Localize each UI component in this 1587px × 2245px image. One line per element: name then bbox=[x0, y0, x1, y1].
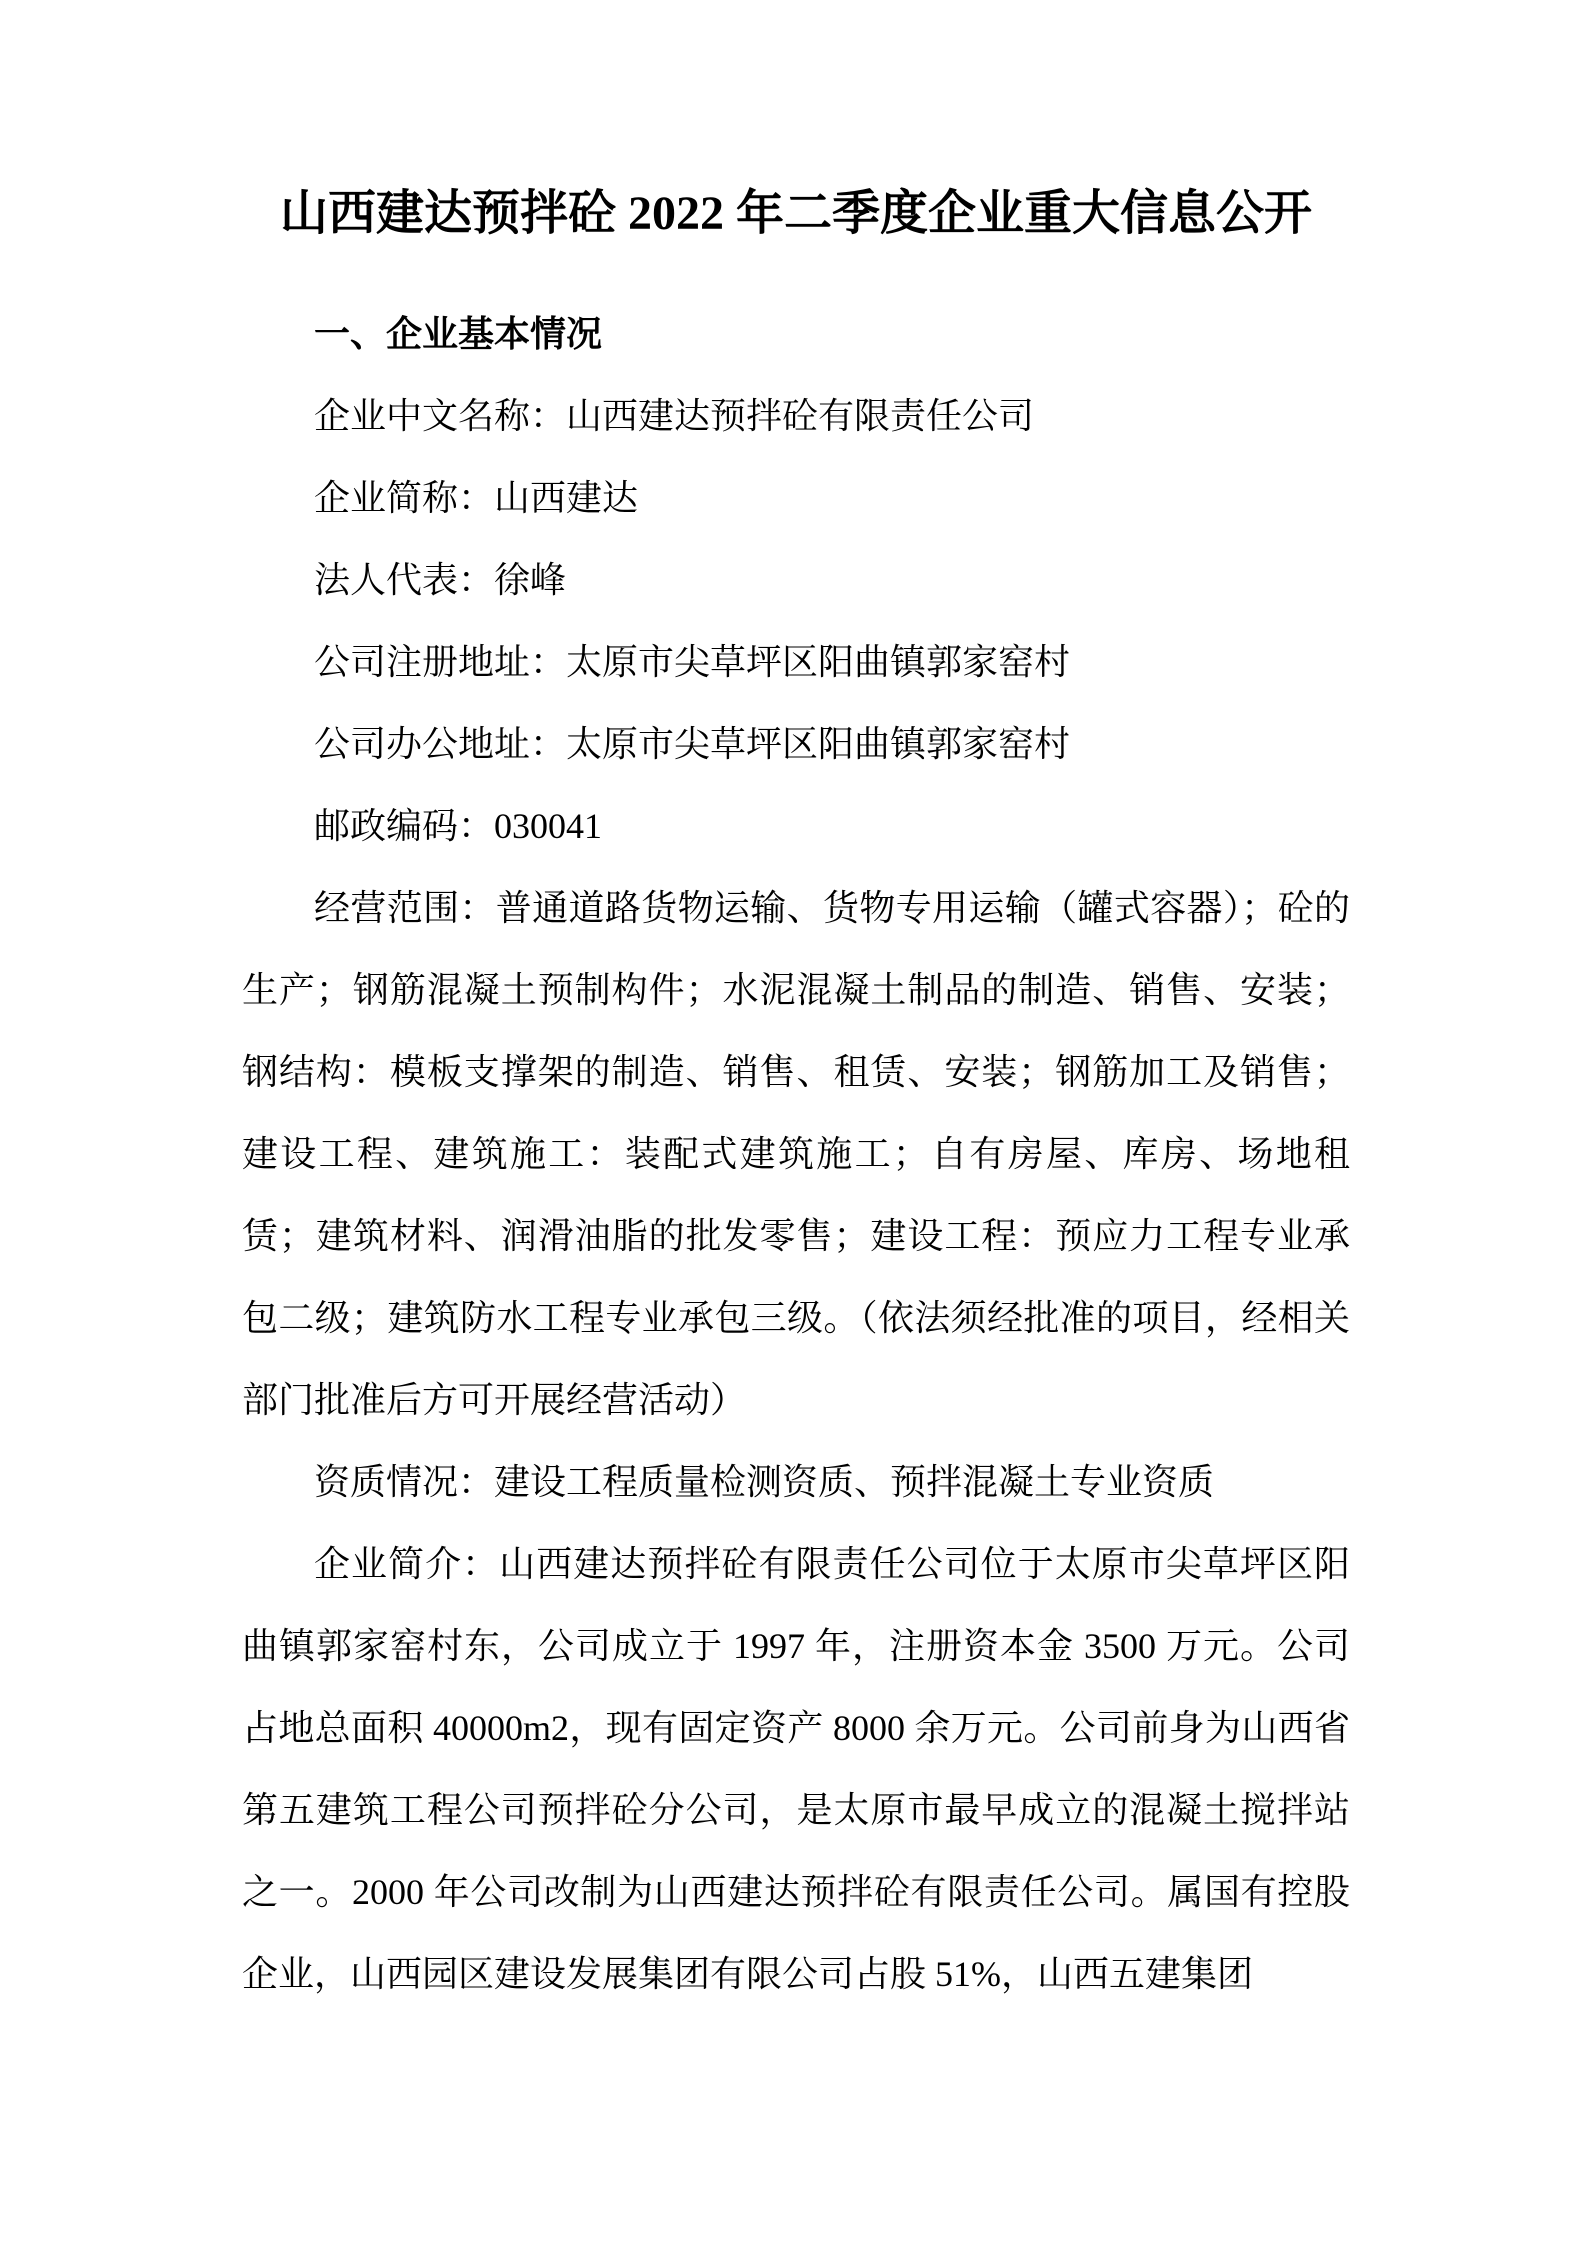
paragraph-company-short-name: 企业简称：山西建达 bbox=[314, 478, 639, 518]
paragraph-registered-address: 公司注册地址：太原市尖草坪区阳曲镇郭家窑村 bbox=[314, 642, 1071, 682]
paragraph-postal-code: 邮政编码：030041 bbox=[314, 806, 603, 846]
paragraph-company-name: 企业中文名称：山西建达预拌砼有限责任公司 bbox=[314, 396, 1035, 436]
document-body bbox=[242, 293, 1350, 2015]
paragraph-legal-representative: 法人代表：徐峰 bbox=[314, 560, 567, 600]
paragraph-company-profile: 企业简介：山西建达预拌砼有限责任公司位于太原市尖草坪区阳曲镇郭家窑村东，公司成立于 1997 年，注册资本金 3500 万元。公司占地总面积 40000m2，现有固定资产 8000 余万元。公司前身为山西省第五建筑工程公司预拌砼分公司，是太原市最早成立的混凝土搅拌站之一。2000 年公司改制为山西建达预拌砼有限责任公司。属国有控股企业，山西园区建设发展集团有限公司占股 51%，山西五建集团 bbox=[242, 1544, 1350, 1994]
paragraph-business-scope: 经营范围：普通道路货物运输、货物专用运输（罐式容器）；砼的生产；钢筋混凝土预制构件；水泥混凝土制品的制造、销售、安装；钢结构：模板支撑架的制造、销售、租赁、安装；钢筋加工及销售；建设工程、建筑施工：装配式建筑施工；自有房屋、库房、场地租赁；建筑材料、润滑油脂的批发零售；建设工程：预应力工程专业承包二级；建筑防水工程专业承包三级。（依法须经批准的项目，经相关部门批准后方可开展经营活动） bbox=[242, 888, 1350, 1420]
paragraph-qualifications: 资质情况：建设工程质量检测资质、预拌混凝土专业资质 bbox=[314, 1462, 1215, 1502]
section-heading: 一、企业基本情况 bbox=[314, 314, 603, 354]
page-title: 山西建达预拌砼 2022 年二季度企业重大信息公开 bbox=[279, 187, 1312, 240]
paragraph-office-address: 公司办公地址：太原市尖草坪区阳曲镇郭家窑村 bbox=[314, 724, 1071, 764]
